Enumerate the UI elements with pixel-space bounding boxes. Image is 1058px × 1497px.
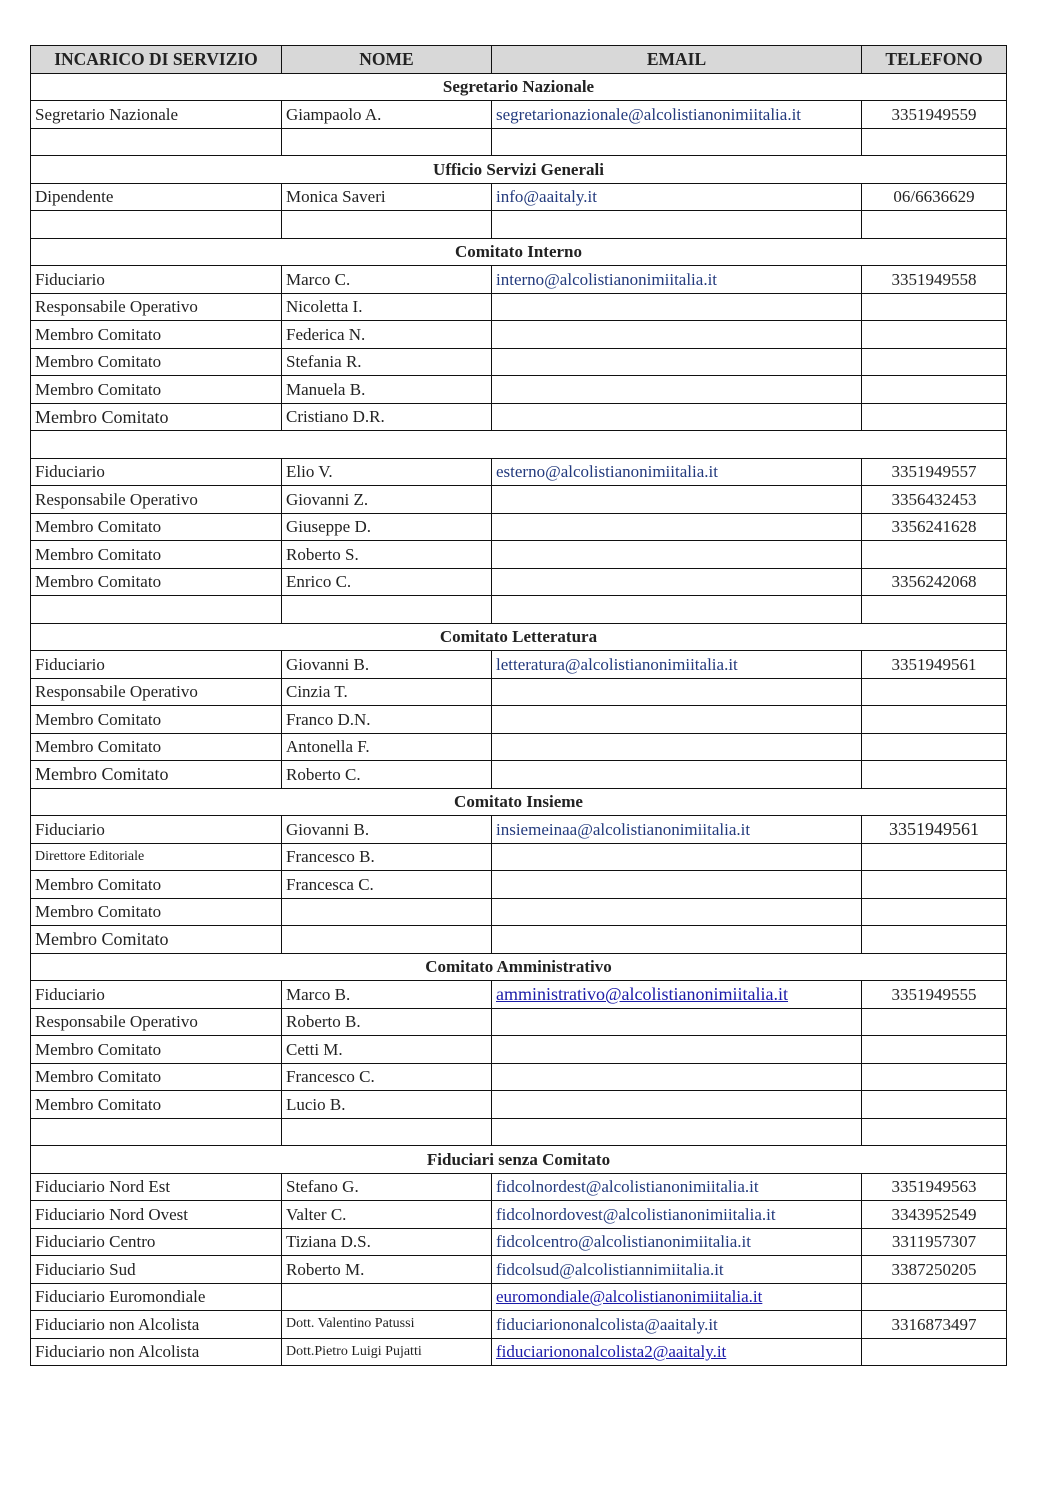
email-cell	[492, 843, 862, 871]
table-row	[31, 293, 1007, 321]
email-cell	[492, 898, 862, 926]
name-cell: Dott.Pietro Luigi Pujatti	[282, 1338, 492, 1366]
phone-cell	[862, 293, 1007, 321]
section-title: Comitato Letteratura	[31, 623, 1007, 651]
email-cell	[492, 1008, 862, 1036]
table-row	[31, 1228, 1007, 1256]
phone-cell	[862, 733, 1007, 761]
empty-cell	[492, 596, 862, 624]
section-row	[31, 431, 1007, 459]
name-cell: Stefania R.	[282, 348, 492, 376]
role-cell: Fiduciario	[31, 981, 282, 1009]
name-cell: Roberto B.	[282, 1008, 492, 1036]
table-row	[31, 678, 1007, 706]
phone-cell	[862, 321, 1007, 349]
name-cell: Cinzia T.	[282, 678, 492, 706]
phone-cell: 3343952549	[862, 1201, 1007, 1229]
name-cell: Roberto C.	[282, 761, 492, 789]
phone-cell: 3351949561	[862, 651, 1007, 679]
name-cell: Marco B.	[282, 981, 492, 1009]
empty-cell	[282, 596, 492, 624]
empty-cell	[282, 211, 492, 239]
role-cell: Responsabile Operativo	[31, 486, 282, 514]
table-row	[31, 651, 1007, 679]
section-row	[31, 73, 1007, 101]
role-cell: Membro Comitato	[31, 706, 282, 734]
empty-cell	[492, 1118, 862, 1146]
table-row	[31, 706, 1007, 734]
phone-cell	[862, 1036, 1007, 1064]
header-telefono: TELEFONO	[862, 46, 1007, 74]
phone-cell	[862, 1008, 1007, 1036]
name-cell: Francesco B.	[282, 843, 492, 871]
email-cell[interactable]: interno@alcolistianonimiitalia.it	[492, 266, 862, 294]
role-cell: Responsabile Operativo	[31, 678, 282, 706]
empty-cell	[492, 211, 862, 239]
name-cell: Giampaolo A.	[282, 101, 492, 129]
table-row	[31, 458, 1007, 486]
table-row	[31, 568, 1007, 596]
section-title: Segretario Nazionale	[31, 73, 1007, 101]
email-cell[interactable]: fidcolnordest@alcolistianonimiitalia.it	[492, 1173, 862, 1201]
header-row	[31, 46, 1007, 74]
section-row	[31, 623, 1007, 651]
role-cell: Membro Comitato	[31, 761, 282, 789]
role-cell: Dipendente	[31, 183, 282, 211]
role-cell: Fiduciario non Alcolista	[31, 1311, 282, 1339]
empty-cell	[31, 211, 282, 239]
empty-cell	[31, 1118, 282, 1146]
role-cell: Fiduciario Euromondiale	[31, 1283, 282, 1311]
name-cell: Francesco C.	[282, 1063, 492, 1091]
phone-cell: 3356242068	[862, 568, 1007, 596]
email-cell	[492, 926, 862, 954]
role-cell: Fiduciario Centro	[31, 1228, 282, 1256]
phone-cell	[862, 678, 1007, 706]
table-row	[31, 541, 1007, 569]
phone-cell	[862, 706, 1007, 734]
email-cell[interactable]: esterno@alcolistianonimiitalia.it	[492, 458, 862, 486]
table-row	[31, 1173, 1007, 1201]
role-cell: Membro Comitato	[31, 871, 282, 899]
table-row	[31, 348, 1007, 376]
name-cell: Antonella F.	[282, 733, 492, 761]
email-cell	[492, 1091, 862, 1119]
phone-cell	[862, 1338, 1007, 1366]
name-cell: Giuseppe D.	[282, 513, 492, 541]
section-title	[31, 431, 1007, 459]
email-cell[interactable]: letteratura@alcolistianonimiitalia.it	[492, 651, 862, 679]
name-cell: Stefano G.	[282, 1173, 492, 1201]
header-nome: NOME	[282, 46, 492, 74]
email-cell	[492, 871, 862, 899]
role-cell: Fiduciario Sud	[31, 1256, 282, 1284]
section-row	[31, 788, 1007, 816]
table-row	[31, 1063, 1007, 1091]
table-row	[31, 1036, 1007, 1064]
table-row	[31, 1201, 1007, 1229]
phone-cell: 3351949558	[862, 266, 1007, 294]
role-cell: Membro Comitato	[31, 513, 282, 541]
table-row	[31, 733, 1007, 761]
table-row	[31, 1256, 1007, 1284]
email-cell[interactable]: info@aaitaly.it	[492, 183, 862, 211]
empty-cell	[492, 128, 862, 156]
email-cell[interactable]: euromondiale@alcolistianonimiitalia.it	[492, 1283, 862, 1311]
table-row	[31, 266, 1007, 294]
name-cell: Franco D.N.	[282, 706, 492, 734]
phone-cell: 3351949559	[862, 101, 1007, 129]
section-title: Comitato Insieme	[31, 788, 1007, 816]
phone-cell	[862, 871, 1007, 899]
email-cell[interactable]: segretarionazionale@alcolistianonimiitalia.it	[492, 101, 862, 129]
empty-cell	[31, 596, 282, 624]
phone-cell: 3351949555	[862, 981, 1007, 1009]
email-cell	[492, 1036, 862, 1064]
name-cell	[282, 1283, 492, 1311]
table-row	[31, 871, 1007, 899]
phone-cell: 3351949561	[862, 816, 1007, 844]
role-cell: Membro Comitato	[31, 348, 282, 376]
name-cell: Manuela B.	[282, 376, 492, 404]
email-cell	[492, 541, 862, 569]
table-row	[31, 898, 1007, 926]
role-cell: Membro Comitato	[31, 898, 282, 926]
email-cell[interactable]: fiduciariononalcolista@aaitaly.it	[492, 1311, 862, 1339]
name-cell: Cetti M.	[282, 1036, 492, 1064]
table-row	[31, 1311, 1007, 1339]
name-cell: Giovanni B.	[282, 651, 492, 679]
name-cell: Monica Saveri	[282, 183, 492, 211]
email-cell	[492, 1063, 862, 1091]
name-cell: Federica N.	[282, 321, 492, 349]
email-cell	[492, 761, 862, 789]
phone-cell	[862, 843, 1007, 871]
phone-cell: 3316873497	[862, 1311, 1007, 1339]
empty-cell	[31, 128, 282, 156]
role-cell: Membro Comitato	[31, 568, 282, 596]
role-cell: Membro Comitato	[31, 1091, 282, 1119]
role-cell: Fiduciario	[31, 651, 282, 679]
name-cell: Tiziana D.S.	[282, 1228, 492, 1256]
table-row	[31, 1338, 1007, 1366]
email-cell	[492, 321, 862, 349]
email-cell[interactable]: insiemeinaa@alcolistianonimiitalia.it	[492, 816, 862, 844]
role-cell: Segretario Nazionale	[31, 101, 282, 129]
blank-row	[31, 211, 1007, 239]
role-cell: Fiduciario	[31, 458, 282, 486]
contacts-table	[30, 45, 1007, 1366]
phone-cell	[862, 541, 1007, 569]
phone-cell: 3311957307	[862, 1228, 1007, 1256]
role-cell: Fiduciario Nord Ovest	[31, 1201, 282, 1229]
role-cell: Fiduciario	[31, 816, 282, 844]
phone-cell: 3356432453	[862, 486, 1007, 514]
section-row	[31, 238, 1007, 266]
table-row	[31, 376, 1007, 404]
table-row	[31, 981, 1007, 1009]
email-cell[interactable]: fiduciariononalcolista2@aaitaly.it	[492, 1338, 862, 1366]
email-cell	[492, 733, 862, 761]
phone-cell	[862, 761, 1007, 789]
table-row	[31, 183, 1007, 211]
phone-cell	[862, 1091, 1007, 1119]
role-cell: Membro Comitato	[31, 926, 282, 954]
phone-cell	[862, 898, 1007, 926]
role-cell: Membro Comitato	[31, 1036, 282, 1064]
section-row	[31, 1146, 1007, 1174]
role-cell: Membro Comitato	[31, 321, 282, 349]
phone-cell	[862, 348, 1007, 376]
name-cell: Lucio B.	[282, 1091, 492, 1119]
section-title: Comitato Interno	[31, 238, 1007, 266]
phone-cell: 3351949563	[862, 1173, 1007, 1201]
role-cell: Responsabile Operativo	[31, 293, 282, 321]
section-row	[31, 953, 1007, 981]
name-cell: Nicoletta I.	[282, 293, 492, 321]
role-cell: Fiduciario Nord Est	[31, 1173, 282, 1201]
name-cell: Giovanni B.	[282, 816, 492, 844]
name-cell: Roberto M.	[282, 1256, 492, 1284]
email-cell	[492, 376, 862, 404]
email-cell	[492, 293, 862, 321]
empty-cell	[862, 211, 1007, 239]
empty-cell	[282, 128, 492, 156]
table-row	[31, 101, 1007, 129]
table-row	[31, 1008, 1007, 1036]
phone-cell	[862, 1283, 1007, 1311]
email-cell[interactable]: fidcolnordovest@alcolistianonimiitalia.it	[492, 1201, 862, 1229]
phone-cell	[862, 403, 1007, 431]
table-row	[31, 843, 1007, 871]
phone-cell	[862, 1063, 1007, 1091]
role-cell: Fiduciario	[31, 266, 282, 294]
role-cell: Membro Comitato	[31, 541, 282, 569]
name-cell: Dott. Valentino Patussi	[282, 1311, 492, 1339]
role-cell: Direttore Editoriale	[31, 843, 282, 871]
role-cell: Membro Comitato	[31, 376, 282, 404]
name-cell: Roberto S.	[282, 541, 492, 569]
section-title: Comitato Amministrativo	[31, 953, 1007, 981]
name-cell: Valter C.	[282, 1201, 492, 1229]
name-cell: Elio V.	[282, 458, 492, 486]
email-cell	[492, 678, 862, 706]
header-incarico: INCARICO DI SERVIZIO	[31, 46, 282, 74]
table-row	[31, 926, 1007, 954]
empty-cell	[862, 128, 1007, 156]
phone-cell: 3351949557	[862, 458, 1007, 486]
name-cell	[282, 898, 492, 926]
table-row	[31, 321, 1007, 349]
email-cell	[492, 513, 862, 541]
role-cell: Responsabile Operativo	[31, 1008, 282, 1036]
email-cell	[492, 706, 862, 734]
header-email: EMAIL	[492, 46, 862, 74]
section-title: Fiduciari senza Comitato	[31, 1146, 1007, 1174]
email-cell	[492, 486, 862, 514]
table-row	[31, 761, 1007, 789]
phone-cell	[862, 376, 1007, 404]
table-row	[31, 816, 1007, 844]
table-row	[31, 486, 1007, 514]
email-cell	[492, 403, 862, 431]
table-body	[31, 73, 1007, 1366]
role-cell: Fiduciario non Alcolista	[31, 1338, 282, 1366]
name-cell: Giovanni Z.	[282, 486, 492, 514]
empty-cell	[282, 1118, 492, 1146]
blank-row	[31, 128, 1007, 156]
email-cell	[492, 348, 862, 376]
blank-row	[31, 1118, 1007, 1146]
phone-cell: 3356241628	[862, 513, 1007, 541]
section-row	[31, 156, 1007, 184]
section-title: Ufficio Servizi Generali	[31, 156, 1007, 184]
email-cell[interactable]: fidcolsud@alcolistiannimiitalia.it	[492, 1256, 862, 1284]
role-cell: Membro Comitato	[31, 403, 282, 431]
empty-cell	[862, 596, 1007, 624]
blank-row	[31, 596, 1007, 624]
name-cell: Francesca C.	[282, 871, 492, 899]
phone-cell: 3387250205	[862, 1256, 1007, 1284]
role-cell: Membro Comitato	[31, 733, 282, 761]
email-cell	[492, 568, 862, 596]
name-cell: Enrico C.	[282, 568, 492, 596]
name-cell: Marco C.	[282, 266, 492, 294]
name-cell: Cristiano D.R.	[282, 403, 492, 431]
email-cell[interactable]: fidcolcentro@alcolistianonimiitalia.it	[492, 1228, 862, 1256]
phone-cell	[862, 926, 1007, 954]
role-cell: Membro Comitato	[31, 1063, 282, 1091]
table-row	[31, 513, 1007, 541]
table-row	[31, 403, 1007, 431]
table-row	[31, 1283, 1007, 1311]
email-cell[interactable]: amministrativo@alcolistianonimiitalia.it	[492, 981, 862, 1009]
table-row	[31, 1091, 1007, 1119]
name-cell	[282, 926, 492, 954]
phone-cell: 06/6636629	[862, 183, 1007, 211]
empty-cell	[862, 1118, 1007, 1146]
